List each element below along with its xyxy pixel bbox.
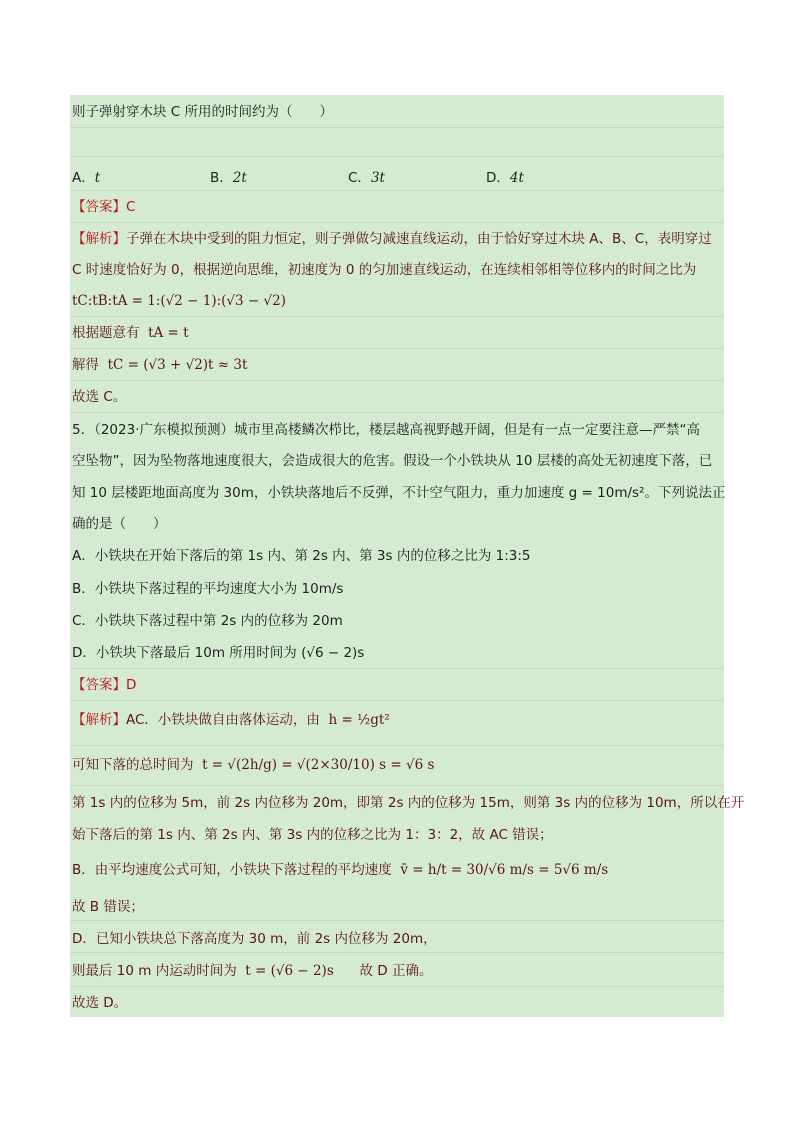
option-label: D．	[486, 170, 510, 186]
solve-formula: tC = (√3 + √2)t ≈ 3t	[107, 357, 248, 373]
solve-prefix: 解得	[72, 357, 99, 373]
analysis-formula: t = (√6 − 2)s	[245, 963, 334, 979]
option-value: 4t	[509, 170, 524, 186]
option-value: t	[94, 170, 101, 186]
row-divider	[70, 222, 724, 223]
analysis-text: AC．小铁块做自由落体运动，由	[126, 712, 320, 728]
given-formula: tA = t	[148, 325, 189, 341]
analysis-formula: t = √(2h/g) = √(2×30/10) s = √6 s	[202, 757, 435, 773]
option-label: A．	[72, 170, 95, 186]
row-divider	[70, 986, 724, 987]
q4-option-b[interactable]	[210, 166, 247, 186]
option-value: 2t	[232, 170, 247, 186]
q4-given-line	[72, 324, 189, 342]
row-divider	[70, 127, 724, 128]
q5-analysis-line-5	[72, 861, 608, 879]
analysis-text: B．由平均速度公式可知，小铁块下落过程的平均速度	[72, 862, 392, 878]
option-label: B．	[210, 170, 233, 186]
analysis-formula: h = ½gt²	[328, 712, 390, 728]
q5-stem-line-2: 空坠物”，因为坠物落地速度很大，会造成很大的危害。假设一个小铁块从 10 层楼的高处无初速度下落，已	[72, 453, 713, 469]
q5-analysis-line-1	[72, 711, 390, 729]
answer-tag: 【答案】	[72, 199, 126, 215]
q5-analysis-line-6: 故 B 错误；	[72, 899, 144, 915]
row-divider	[70, 316, 724, 317]
q5-analysis-line-7: D．已知小铁块总下落高度为 30 m，前 2s 内位移为 20m，	[72, 931, 437, 947]
q5-analysis-line-2	[72, 756, 434, 774]
q4-analysis-line-1	[72, 230, 712, 248]
row-divider	[70, 412, 724, 413]
option-label: C．	[348, 170, 371, 186]
q4-conclusion: 故选 C。	[72, 389, 127, 405]
row-divider	[70, 348, 724, 349]
row-divider	[70, 156, 724, 157]
q5-stem-line-3: 知 10 层楼距地面高度为 30m，小铁块落地后不反弹，不计空气阻力，重力加速度 g = 10m/s²。下列说法正	[72, 485, 726, 501]
analysis-suffix: 故 D 正确。	[359, 963, 433, 979]
analysis-text: 则最后 10 m 内运动时间为	[72, 963, 237, 979]
answer-tag: 【答案】	[72, 677, 126, 693]
analysis-text: 可知下落的总时间为	[72, 757, 194, 773]
row-divider	[70, 745, 724, 746]
q5-stem-line-1: 5．（2023·广东模拟预测）城市里高楼鳞次栉比，楼层越高视野越开阔，但是有一点一定要注意—严禁“高	[72, 422, 700, 438]
analysis-tag: 【解析】	[72, 231, 126, 247]
q4-solve-line	[72, 356, 247, 374]
q4-formula-ratio: tC:tB:tA = 1:(√2 − 1):(√3 − √2)	[72, 293, 286, 309]
answer-value: C	[126, 199, 136, 215]
row-divider	[70, 785, 724, 786]
q5-stem-line-4: 确的是（ ）	[72, 516, 167, 532]
q5-analysis-line-4: 始下落后的第 1s 内、第 2s 内、第 3s 内的位移之比为 1：3：2，故 AC 错误；	[72, 827, 553, 843]
q5-answer	[72, 676, 136, 694]
q4-analysis-line-2: C 时速度恰好为 0，根据逆向思维，初速度为 0 的匀加速直线运动，在连续相邻相等位移内的时间之比为	[72, 262, 697, 278]
q5-analysis-line-8	[72, 962, 433, 980]
q4-stem: 则子弹射穿木块 C 所用的时间约为（ ）	[72, 104, 334, 120]
q5-analysis-line-3: 第 1s 内的位移为 5m，前 2s 内位移为 20m，即第 2s 内的位移为 15m，则第 3s 内的位移为 10m，所以在开	[72, 795, 745, 811]
row-divider	[70, 920, 724, 921]
q5-option-b[interactable]: B．小铁块下落过程的平均速度大小为 10m/s	[72, 581, 344, 597]
q4-option-a[interactable]	[72, 166, 100, 186]
row-divider	[70, 952, 724, 953]
row-divider	[70, 380, 724, 381]
q5-conclusion: 故选 D。	[72, 995, 128, 1011]
analysis-text: 子弹在木块中受到的阻力恒定，则子弹做匀减速直线运动，由于恰好穿过木块 A、B、C，表明穿过	[126, 231, 712, 247]
row-divider	[70, 700, 724, 701]
row-divider	[70, 190, 724, 191]
q5-option-a[interactable]: A．小铁块在开始下落后的第 1s 内、第 2s 内、第 3s 内的位移之比为 1:3:5	[72, 548, 531, 564]
q5-option-d[interactable]: D．小铁块下落最后 10m 所用时间为 (√6 − 2)s	[72, 645, 365, 661]
given-prefix: 根据题意有	[72, 325, 140, 341]
q4-option-d[interactable]	[486, 166, 524, 186]
answer-value: D	[126, 677, 137, 693]
q4-option-c[interactable]	[348, 166, 385, 186]
analysis-tag: 【解析】	[72, 712, 126, 728]
q4-answer	[72, 198, 135, 216]
analysis-formula: v̄ = h/t = 30/√6 m/s = 5√6 m/s	[400, 862, 609, 878]
option-value: 3t	[370, 170, 385, 186]
q5-option-c[interactable]: C．小铁块下落过程中第 2s 内的位移为 20m	[72, 613, 343, 629]
row-divider	[70, 668, 724, 669]
